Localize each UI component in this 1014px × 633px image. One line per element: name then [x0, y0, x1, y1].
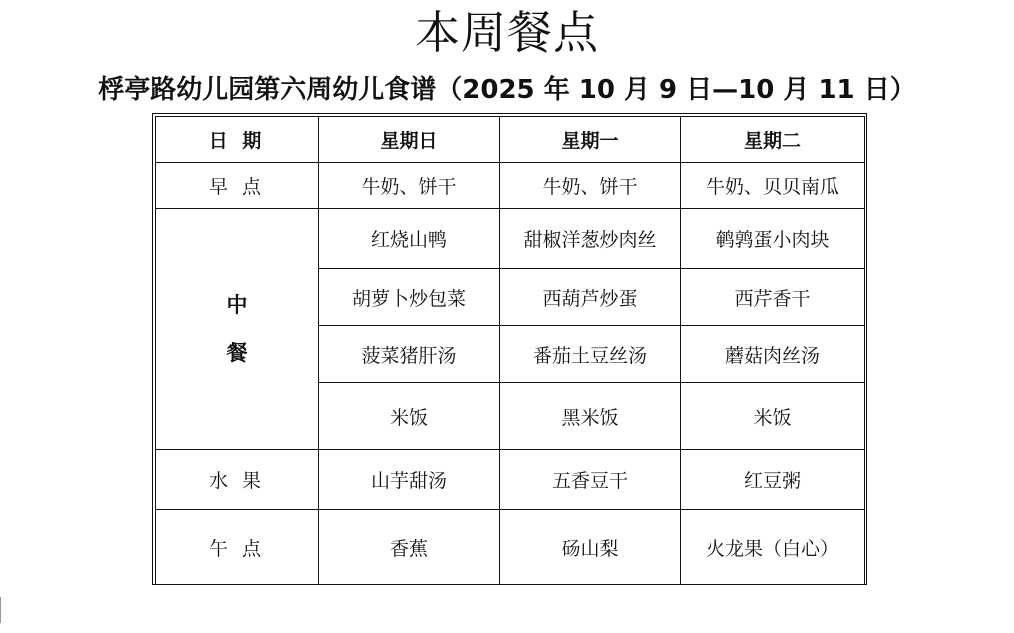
breakfast-cell: 牛奶、饼干: [319, 163, 500, 209]
lunch-cell: 鹌鹑蛋小肉块: [681, 209, 865, 269]
afternoon-snack-row: [156, 510, 865, 585]
lunch-cell: 米饭: [681, 383, 865, 450]
fruit-row: [156, 450, 865, 510]
lunch-cell: 番茄土豆丝汤: [500, 326, 681, 383]
fruit-cell: 五香豆干: [500, 450, 681, 510]
lunch-label-char: 中: [226, 293, 248, 317]
breakfast-cell: 牛奶、饼干: [500, 163, 681, 209]
lunch-row: [156, 209, 865, 269]
menu-table-frame: [152, 113, 867, 585]
lunch-cell: 西芹香干: [681, 269, 865, 326]
lunch-cell: 胡萝卜炒包菜: [319, 269, 500, 326]
menu-table: [155, 116, 865, 585]
afternoon-snack-cell: 砀山梨: [500, 510, 681, 585]
margin-mark: [0, 597, 1, 623]
lunch-cell: 蘑菇肉丝汤: [681, 326, 865, 383]
header-row: [156, 117, 865, 163]
day-header-sunday: 星期日: [319, 117, 500, 163]
afternoon-snack-label: 午 点: [156, 510, 319, 585]
day-header-tuesday: 星期二: [681, 117, 865, 163]
fruit-cell: 红豆粥: [681, 450, 865, 510]
breakfast-row: [156, 163, 865, 209]
page-title: 本周餐点: [414, 6, 599, 59]
breakfast-cell: 牛奶、贝贝南瓜: [681, 163, 865, 209]
afternoon-snack-cell: 火龙果（白心）: [681, 510, 865, 585]
lunch-cell: 红烧山鸭: [319, 209, 500, 269]
lunch-label: [156, 209, 319, 450]
page-subtitle: 桴亭路幼儿园第六周幼儿食谱（2025 年 10 月 9 日—10 月 11 日）: [98, 75, 916, 105]
fruit-cell: 山芋甜汤: [319, 450, 500, 510]
afternoon-snack-cell: 香蕉: [319, 510, 500, 585]
lunch-cell: 米饭: [319, 383, 500, 450]
lunch-label-char: 餐: [226, 341, 248, 365]
lunch-cell: 菠菜猪肝汤: [319, 326, 500, 383]
lunch-cell: 甜椒洋葱炒肉丝: [500, 209, 681, 269]
lunch-cell: 黑米饭: [500, 383, 681, 450]
breakfast-label: 早 点: [156, 163, 319, 209]
date-header-cell: 日 期: [156, 117, 319, 163]
day-header-monday: 星期一: [500, 117, 681, 163]
lunch-cell: 西葫芦炒蛋: [500, 269, 681, 326]
fruit-label: 水 果: [156, 450, 319, 510]
